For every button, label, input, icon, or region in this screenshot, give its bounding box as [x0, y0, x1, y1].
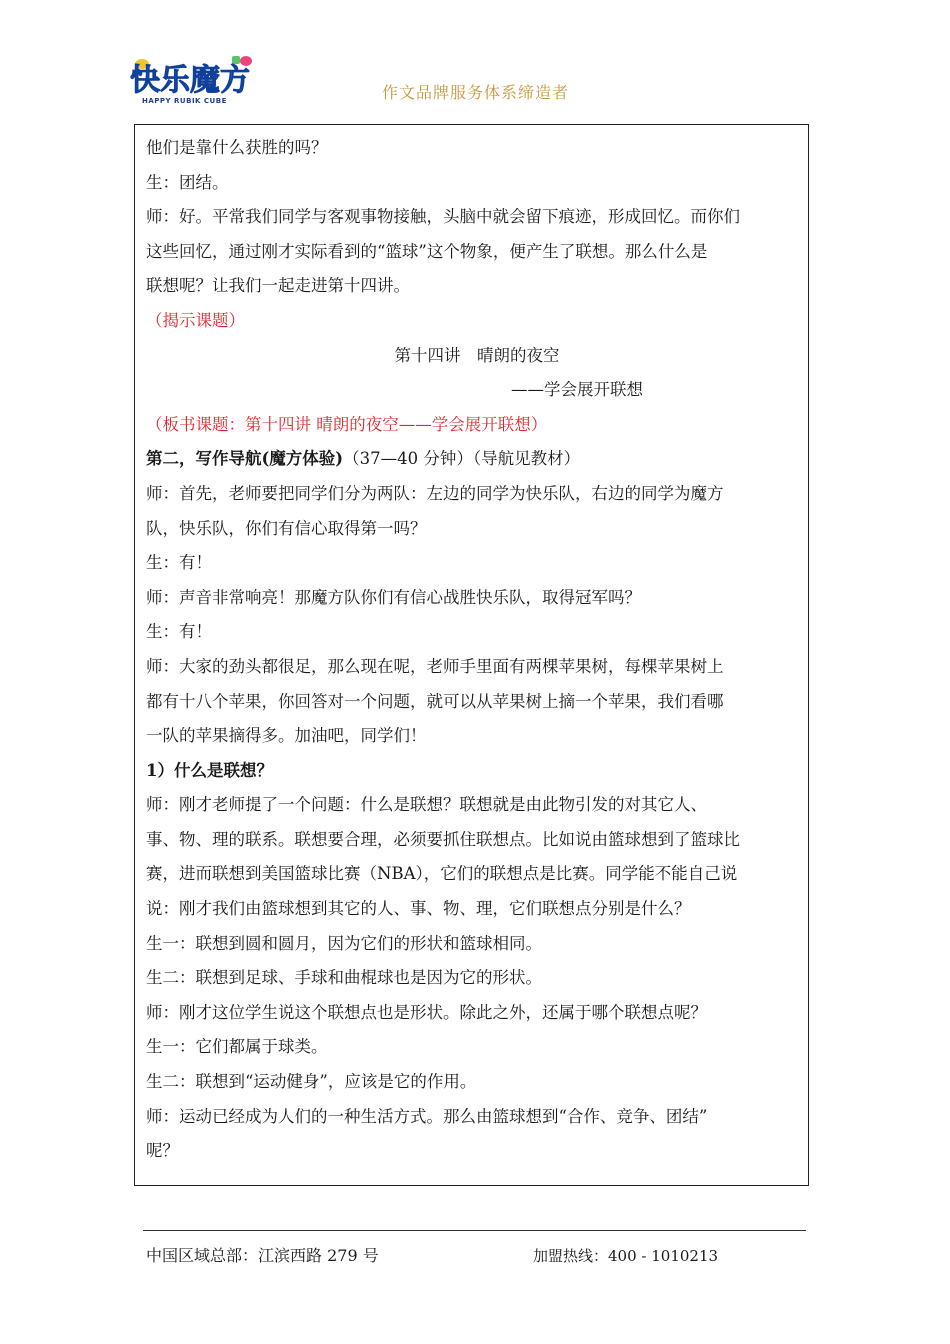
text-line: 生一：它们都属于球类。 — [146, 1037, 328, 1057]
text-line: 一队的苹果摘得多。加油吧，同学们！ — [146, 726, 427, 746]
text-line: 生：有！ — [146, 622, 212, 642]
footer-divider — [143, 1230, 806, 1231]
lesson-text — [146, 131, 798, 1169]
lesson-title: 第十四讲 晴朗的夜空 — [394, 345, 560, 365]
footer-hotline: 加盟热线：400 - 1010213 — [533, 1247, 719, 1265]
text-line: 生：有！ — [146, 553, 212, 573]
brand-logo — [128, 52, 260, 106]
text-line: 师：好。平常我们同学与客观事物接触，头脑中就会留下痕迹，形成回忆。而你们 — [146, 207, 740, 227]
text-line: 生：团结。 — [146, 172, 229, 192]
section-heading: 第二，写作导航(魔方体验) — [146, 449, 344, 469]
footer-address: 中国区域总部：江滨西路 279 号 — [146, 1246, 379, 1265]
text-line: 师：刚才这位学生说这个联想点也是形状。除此之外，还属于哪个联想点呢？ — [146, 1002, 707, 1022]
text-line: （揭示课题） — [146, 310, 245, 330]
text-line — [146, 442, 798, 477]
text-line: 都有十八个苹果，你回答对一个问题，就可以从苹果树上摘一个苹果，我们看哪 — [146, 691, 724, 711]
text-line: 师：运动已经成为人们的一种生活方式。那么由篮球想到“合作、竞争、团结” — [146, 1106, 708, 1126]
text-line: 师：刚才老师提了一个问题：什么是联想？联想就是由此物引发的对其它人、 — [146, 795, 707, 815]
text-line: 师：声音非常响亮！那魔方队你们有信心战胜快乐队，取得冠军吗？ — [146, 587, 641, 607]
text-line: 说：刚才我们由篮球想到其它的人、事、物、理，它们联想点分别是什么？ — [146, 899, 691, 919]
lesson-subtitle: ——学会展开联想 — [511, 380, 643, 400]
text-line: 他们是靠什么获胜的吗？ — [146, 138, 328, 157]
text-line: 生一：联想到圆和圆月，因为它们的形状和篮球相同。 — [146, 933, 542, 953]
text-line: 生二：联想到足球、手球和曲棍球也是因为它的形状。 — [146, 968, 542, 988]
text-line: 师：首先，老师要把同学们分为两队：左边的同学为快乐队，右边的同学为魔方 — [146, 483, 724, 503]
text-line: （板书课题：第十四讲 晴朗的夜空——学会展开联想） — [146, 414, 548, 434]
section-heading-note: （37—40 分钟）（导航见教材） — [343, 449, 581, 469]
text-line: 1）什么是联想？ — [146, 760, 273, 780]
logo-text: 快乐魔方 — [130, 63, 250, 98]
text-line: 队，快乐队，你们有信心取得第一吗？ — [146, 518, 427, 538]
header-tagline: 作文品牌服务体系缔造者 — [382, 83, 570, 102]
text-line: 这些回忆，通过刚才实际看到的“篮球”这个物象，便产生了联想。那么什么是 — [146, 241, 708, 261]
logo-subtext: HAPPY RUBIK CUBE — [142, 97, 227, 105]
text-line: 联想呢？让我们一起走进第十四讲。 — [146, 276, 410, 296]
text-line: 呢？ — [146, 1141, 179, 1161]
text-line: 师：大家的劲头都很足，那么现在呢，老师手里面有两棵苹果树，每棵苹果树上 — [146, 656, 724, 676]
text-line: 生二：联想到“运动健身”，应该是它的作用。 — [146, 1072, 477, 1092]
lesson-content-box — [134, 124, 809, 1186]
text-line: 赛，进而联想到美国篮球比赛（NBA），它们的联想点是比赛。同学能不能自己说 — [146, 864, 738, 884]
text-line: 事、物、理的联系。联想要合理，必须要抓住联想点。比如说由篮球想到了篮球比 — [146, 829, 740, 849]
